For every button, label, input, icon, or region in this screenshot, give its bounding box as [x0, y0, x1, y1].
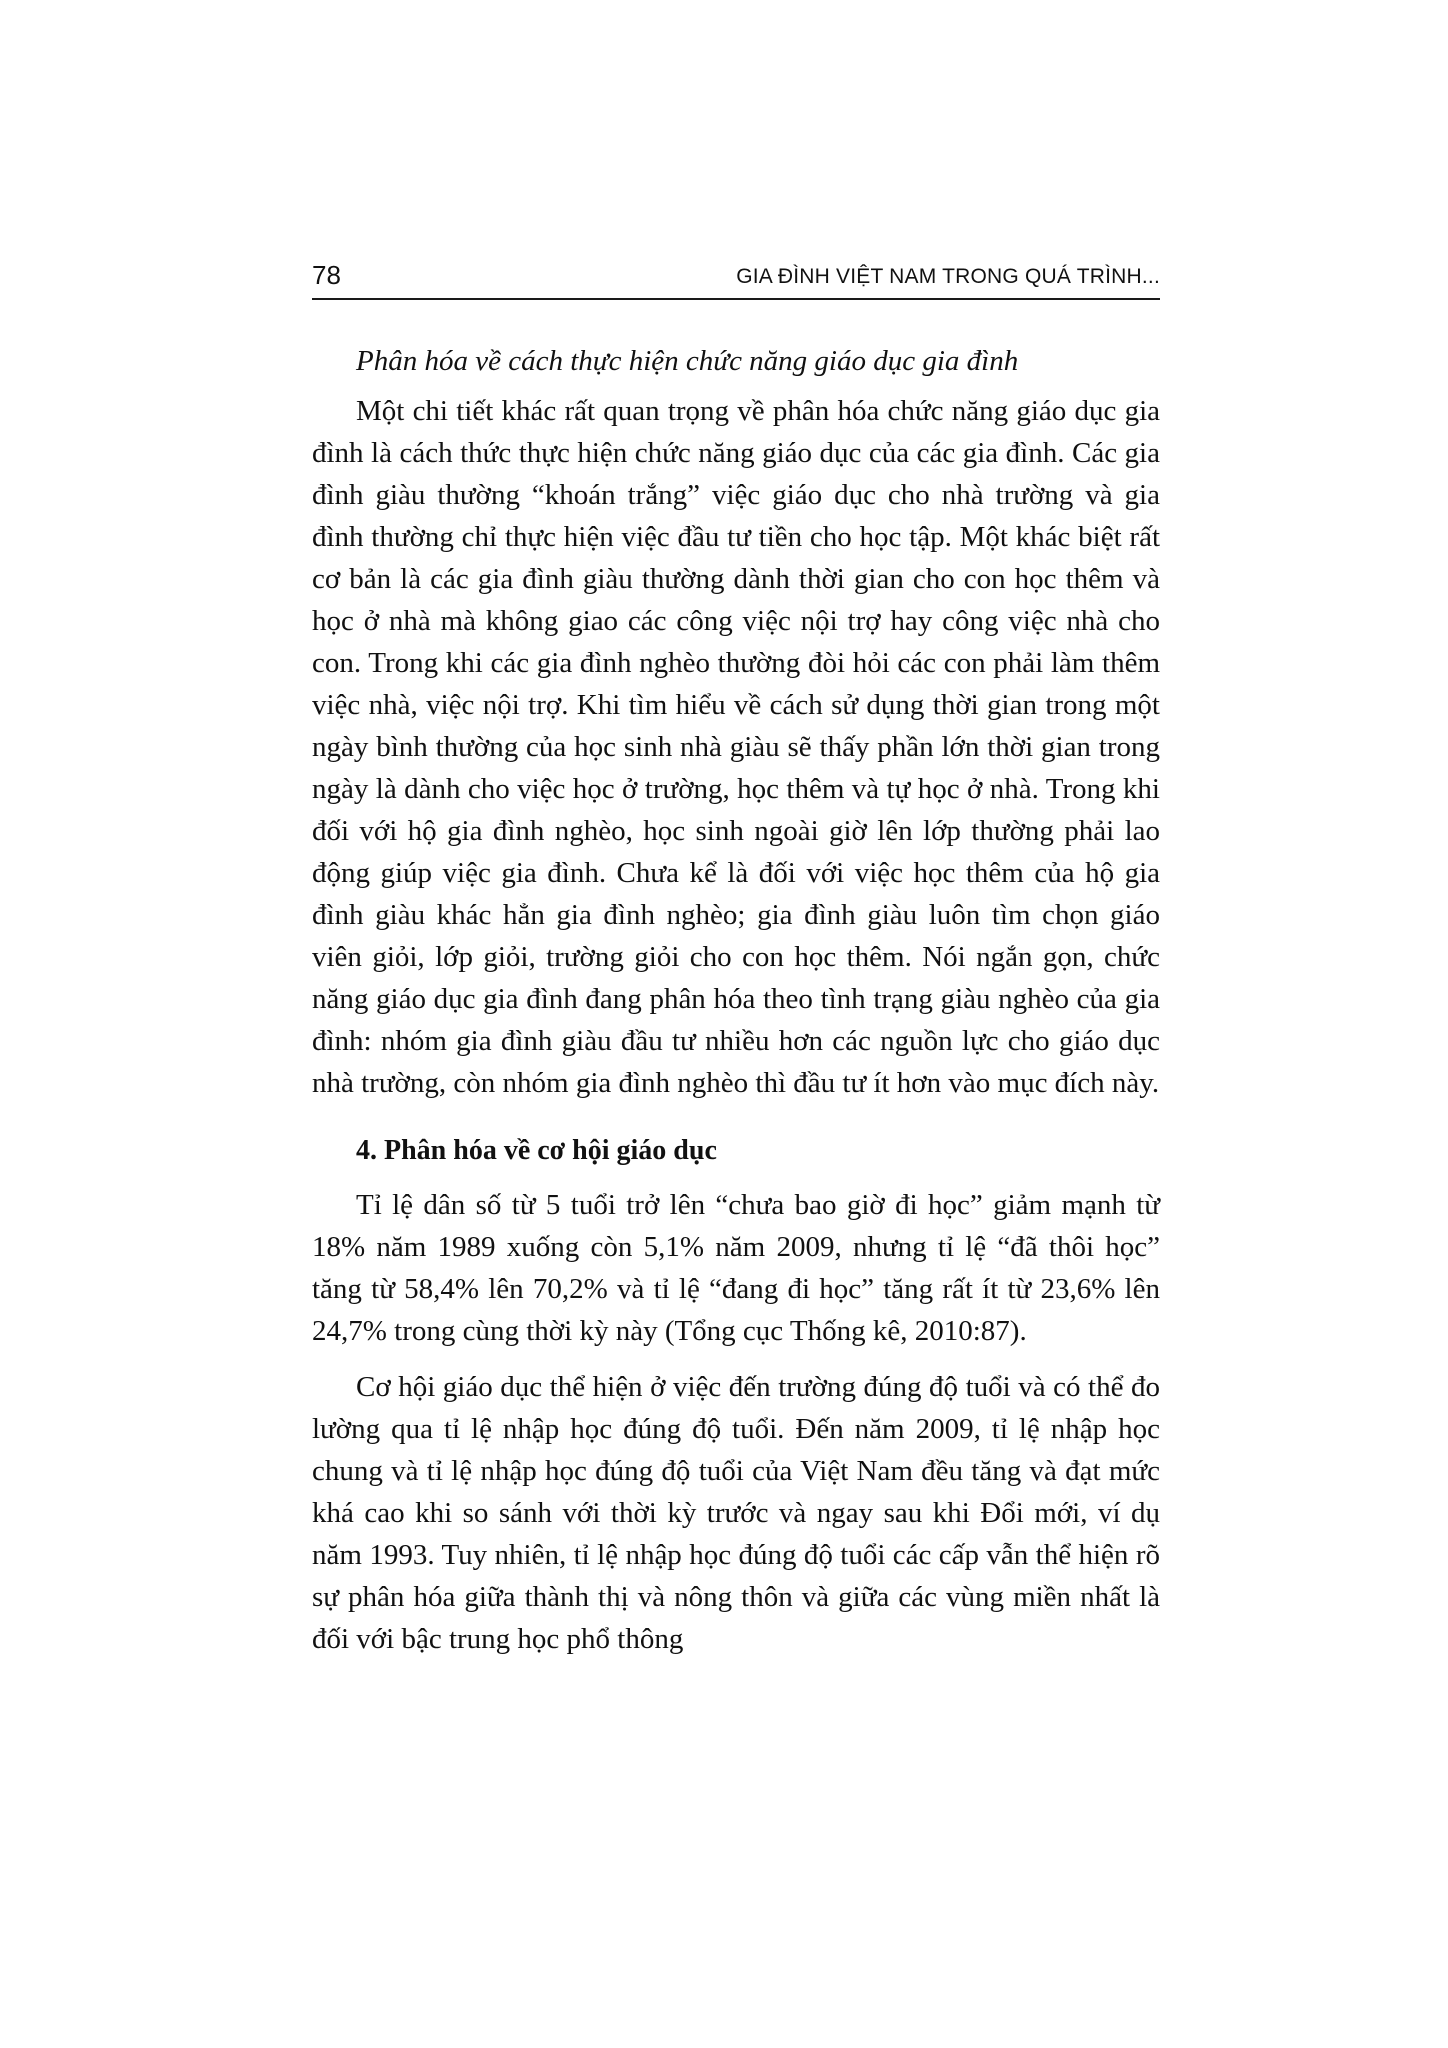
page-number: 78: [312, 260, 341, 290]
page-header: [312, 258, 1160, 300]
page-body: [312, 340, 1160, 1660]
body-paragraph: Tỉ lệ dân số từ 5 tuổi trở lên “chưa bao giờ đi học” giảm mạnh từ 18% năm 1989 xuống còn 5,1% năm 2009, nhưng tỉ lệ “đã thôi học” tăng từ 58,4% lên 70,2% và tỉ lệ “đang đi học” tăng rất ít từ 23,6% lên 24,7% trong cùng thời kỳ này (Tổng cục Thống kê, 2010:87).: [312, 1189, 1160, 1347]
running-title: GIA ĐÌNH VIỆT NAM TRONG QUÁ TRÌNH...: [736, 265, 1160, 288]
body-paragraph: Cơ hội giáo dục thể hiện ở việc đến trường đúng độ tuổi và có thể đo lường qua tỉ lệ nhập học đúng độ tuổi. Đến năm 2009, tỉ lệ nhập học chung và tỉ lệ nhập học đúng độ tuổi của Việt Nam đều tăng và đạt mức khá cao khi so sánh với thời kỳ trước và ngay sau khi Đổi mới, ví dụ năm 1993. Tuy nhiên, tỉ lệ nhập học đúng độ tuổi các cấp vẫn thể hiện rõ sự phân hóa giữa thành thị và nông thôn và giữa các vùng miền nhất là đối với bậc trung học phổ thông: [312, 1371, 1160, 1655]
section-heading: 4. Phân hóa về cơ hội giáo dục: [356, 1135, 717, 1166]
body-paragraph: Một chi tiết khác rất quan trọng về phân hóa chức năng giáo dục gia đình là cách thức thực hiện chức năng giáo dục của các gia đình. Các gia đình giàu thường “khoán trắng” việc giáo dục cho nhà trường và gia đình thường chỉ thực hiện việc đầu tư tiền cho học tập. Một khác biệt rất cơ bản là các gia đình giàu thường dành thời gian cho con học thêm và học ở nhà mà không giao các công việc nội trợ hay công việc nhà cho con. Trong khi các gia đình nghèo thường đòi hỏi các con phải làm thêm việc nhà, việc nội trợ. Khi tìm hiểu về cách sử dụng thời gian trong một ngày bình thường của học sinh nhà giàu sẽ thấy phần lớn thời gian trong ngày là dành cho việc học ở trường, học thêm và tự học ở nhà. Trong khi đối với hộ gia đình nghèo, học sinh ngoài giờ lên lớp thường phải lao động giúp việc gia đình. Chưa kể là đối với việc học thêm của hộ gia đình giàu khác hẳn gia đình nghèo; gia đình giàu luôn tìm chọn giáo viên giỏi, lớp giỏi, trường giỏi cho con học thêm. Nói ngắn gọn, chức năng giáo dục gia đình đang phân hóa theo tình trạng giàu nghèo của gia đình: nhóm gia đình giàu đầu tư nhiều hơn các nguồn lực cho giáo dục nhà trường, còn nhóm gia đình nghèo thì đầu tư ít hơn vào mục đích này.: [312, 395, 1160, 1099]
section-title: Phân hóa về cách thực hiện chức năng giáo dục gia đình: [356, 345, 1019, 377]
